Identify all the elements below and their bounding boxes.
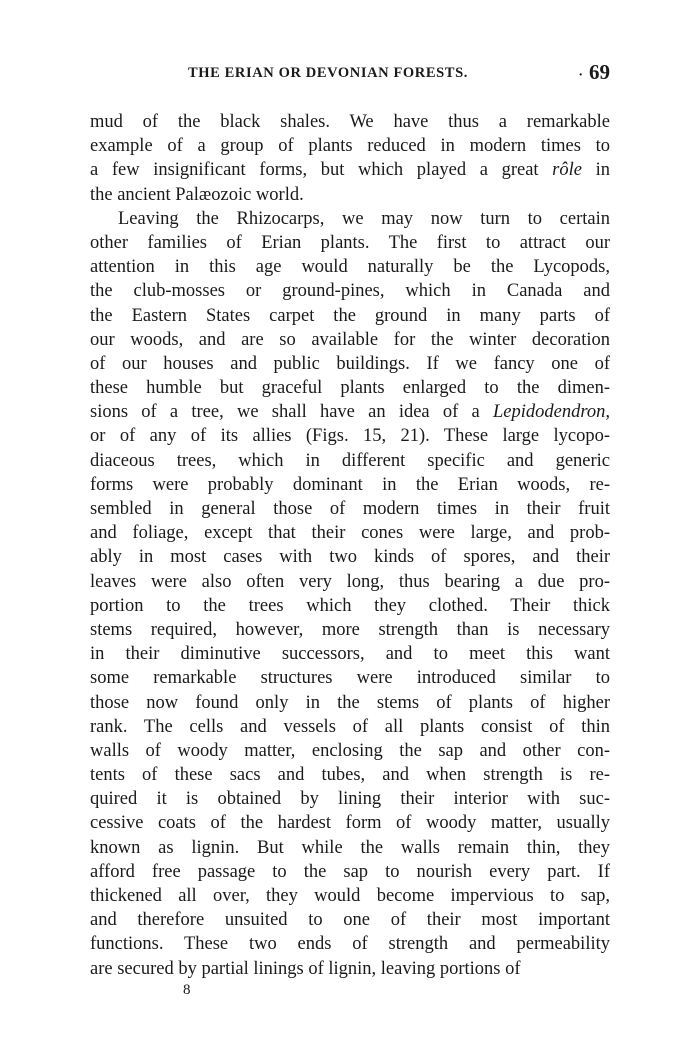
body-text [90, 110, 610, 981]
text-line: the ancient Palæozoic world. [90, 184, 304, 205]
text-line: a few insignificant forms, but which played a great rôle in [90, 160, 610, 181]
text-line: functions. These two ends of strength and permeability [90, 934, 610, 955]
page-number-block [578, 60, 610, 85]
text-line: the club-mosses or ground-pines, which in Canada and [90, 281, 610, 302]
text-line: other families of Erian plants. The first to attract our [90, 232, 610, 253]
text-line: sions of a tree, we shall have an idea of a Lepidodendron, [90, 402, 610, 423]
text-line: these humble but graceful plants enlarged to the dimen- [90, 378, 610, 399]
text-line: known as lignin. But while the walls remain thin, they [90, 837, 610, 858]
text-line: walls of woody matter, enclosing the sap and other con- [90, 740, 610, 761]
text-line: mud of the black shales. We have thus a remarkable [90, 112, 610, 132]
running-title: THE ERIAN OR DEVONIAN FORESTS. [188, 65, 468, 81]
signature-mark: 8 [183, 982, 191, 998]
text-line: attention in this age would naturally be the Lycopods, [90, 257, 610, 278]
text-line: those now found only in the stems of plants of higher [90, 692, 610, 713]
text-line: afford free passage to the sap to nourish every part. If [90, 861, 610, 882]
page-number: 69 [589, 60, 610, 84]
text-line: cessive coats of the hardest form of woody matter, usually [90, 813, 610, 834]
text-line: rank. The cells and vessels of all plants consist of thin [90, 716, 610, 737]
text-line: quired it is obtained by lining their interior with suc- [90, 789, 610, 810]
text-line: the Eastern States carpet the ground in many parts of [90, 305, 610, 326]
text-line: in their diminutive successors, and to meet this want [90, 644, 610, 665]
italic-term: rôle [552, 160, 582, 181]
text-line: leaves were also often very long, thus bearing a due pro- [90, 571, 610, 592]
text-line: and therefore unsuited to one of their most important [90, 910, 610, 931]
text-line: thickened all over, they would become impervious to sap, [90, 886, 610, 906]
page-number-dot: · [578, 68, 583, 83]
text-line: example of a group of plants reduced in modern times to [90, 136, 610, 157]
text-line: Leaving the Rhizocarps, we may now turn to certain [118, 208, 610, 229]
text-line: or of any of its allies (Figs. 15, 21). These large lycopo- [90, 426, 610, 447]
text-line: sembled in general those of modern times in their fruit [90, 499, 610, 519]
italic-term: Lepidodendron, [493, 402, 610, 423]
text-line: diaceous trees, which in different specific and generic [90, 450, 610, 471]
text-line: some remarkable structures were introduced similar to [90, 668, 610, 689]
text-line: portion to the trees which they clothed. Their thick [90, 595, 610, 616]
text-line: forms were probably dominant in the Erian woods, re- [90, 474, 610, 495]
text-line: tents of these sacs and tubes, and when strength is re- [90, 765, 610, 786]
text-line: are secured by partial linings of lignin, leaving portions of [90, 958, 521, 979]
text-line: of our houses and public buildings. If we fancy one of [90, 353, 610, 374]
text-line: our woods, and are so available for the winter decoration [90, 329, 610, 350]
text-line: stems required, however, more strength than is necessary [90, 619, 610, 640]
text-line: ably in most cases with two kinds of spores, and their [90, 547, 610, 568]
running-head [90, 60, 610, 90]
text-line: and foliage, except that their cones were large, and prob- [90, 523, 610, 544]
